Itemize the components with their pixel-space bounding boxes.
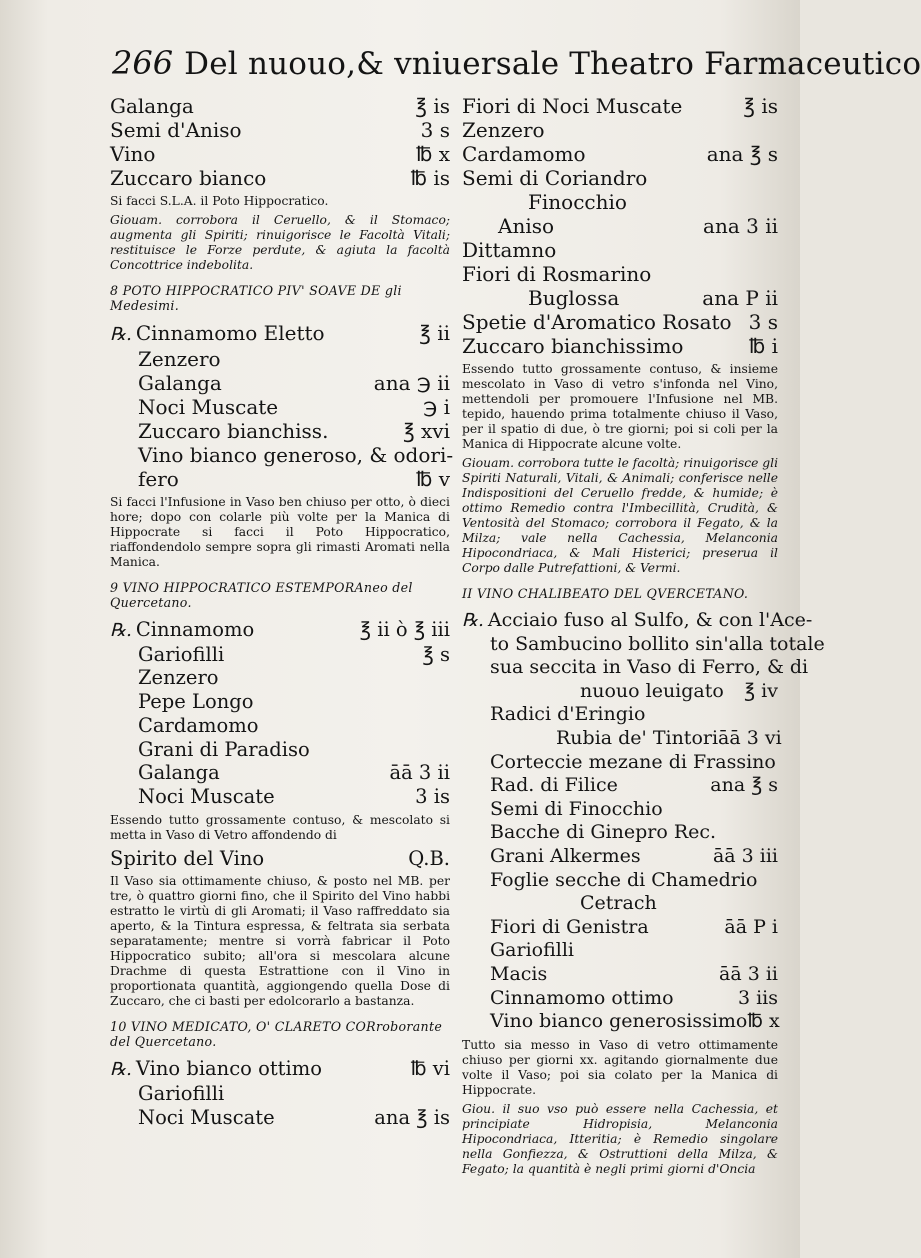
ingredient-row (462, 190, 778, 214)
ingredient-row (462, 821, 778, 845)
ingredient-quantity: āā 3 iii (712, 844, 778, 867)
ingredient-row (110, 643, 450, 667)
recipe-title: 8 POTO HIPPOCRATICO PIV' SOAVE DE gli Medesimi. (110, 283, 402, 313)
ingredient-name: Zenzero (138, 347, 221, 371)
ingredient-row (110, 467, 450, 491)
ingredient-name: Semi di Coriandro (462, 166, 648, 190)
commentary-text: Giouam. corrobora il Ceruello, & il Stomaco; augmenta gli Spiriti; rinuigorisce le Facoltà Vitali; restituisce le Forze perdute, & agiuta la facoltà Concottrice indebolita. (110, 213, 450, 272)
ingredient-name: Cardamomo (462, 142, 586, 166)
ingredient-list (462, 94, 778, 358)
ingredient-quantity: ℔ i (748, 334, 778, 358)
ingredient-row (462, 798, 778, 822)
recipe-title: II VINO CHALIBEATO DEL QVERCETANO. (462, 586, 749, 601)
ingredient-row (462, 963, 778, 987)
ingredient-row (462, 310, 778, 334)
ingredient-name: fero (138, 467, 179, 491)
ingredient-name: Grani di Paradiso (138, 737, 310, 761)
recipe-symbol: ℞. (110, 1059, 132, 1081)
page-number: 266 (112, 44, 174, 82)
ingredient-row (110, 371, 450, 395)
instruction-text: Tutto sia messo in Vaso di vetro ottimamente chiuso per giorni xx. agitando giornalmente due volte il Vaso; poi sia colato per la Manica di Hippocrate. (462, 1037, 778, 1097)
recipe-symbol: ℞. (110, 620, 132, 641)
ingredient-row (462, 238, 778, 262)
ingredient-row (110, 142, 450, 166)
ingredient-row (462, 334, 778, 358)
ingredient-name: Buglossa (528, 286, 620, 310)
ingredient-row (110, 618, 450, 643)
ingredient-name: Dittamno (462, 238, 557, 262)
ingredient-name: Rad. di Filice (490, 774, 618, 797)
recipe-title: 10 VINO MEDICATO, O' CLARETO CORroborante del Quercetano. (110, 1019, 443, 1050)
ingredient-name: Bacche di Ginepro Rec. (490, 821, 717, 844)
recipe-title: 9 VINO HIPPOCRATICO ESTEMPORAneo del Quercetano. (110, 580, 413, 610)
ingredient-row (110, 847, 450, 871)
ingredient-name: Corteccie mezane di Frassino (490, 750, 776, 773)
ingredient-row (462, 774, 778, 798)
ingredient-row (110, 1082, 450, 1106)
ingredient-row (462, 94, 778, 118)
ingredient-quantity: ℔ is (410, 166, 450, 190)
ingredient-name: Zenzero (462, 118, 545, 142)
ingredient-quantity: 3 is (415, 784, 450, 808)
ingredient-name: Fiori di Genistra (490, 915, 649, 938)
ingredient-quantity: ℥ is (415, 94, 450, 118)
ingredient-row (462, 987, 778, 1011)
instruction-text: Essendo tutto grossamente contuso, & insieme mescolato in Vaso di vetro s'infonda nel Vino, mettendoli per promouere l'Infusione nel MB. tepido, hauendo prima totalmente chiuso il Vaso, per il spatio di due, ò tre giorni; poi si coli per la Manica di Hippocrate alcune volte. (462, 362, 778, 451)
ingredient-quantity: ℥ ii (419, 321, 450, 345)
ingredient-list (110, 94, 450, 190)
ingredient-quantity: ana ℈ ii (373, 371, 450, 395)
ingredient-row (110, 166, 450, 190)
ingredient-name: Zuccaro bianchiss. (138, 419, 329, 443)
ingredient-name: Noci Muscate (138, 1105, 275, 1129)
ingredient-name: Fiori di Noci Muscate (462, 94, 683, 118)
ingredient-name: Spetie d'Aromatico Rosato (462, 310, 732, 334)
ingredient-row (110, 785, 450, 809)
left-column (110, 94, 454, 1129)
ingredient-row (462, 680, 778, 704)
ingredient-row (110, 347, 450, 371)
ingredient-row (110, 118, 450, 142)
ingredient-name: Aniso (498, 214, 555, 238)
instruction-text: Si facci S.L.A. il Poto Hippocratico. (110, 194, 329, 208)
ingredient-quantity: āā 3 vi (718, 726, 782, 749)
ingredient-row (110, 419, 450, 443)
page-header (112, 44, 921, 94)
ingredient-name: Vino (110, 142, 156, 166)
ingredient-name: Cinnamomo ottimo (490, 986, 674, 1009)
ingredient-row (462, 916, 778, 940)
ingredient-name: Pepe Longo (138, 690, 254, 714)
commentary-text: Giou. il suo vso può essere nella Cachessia, et principiate Hidropisia, Melanconia Hipocondriaca, Itteritia; è Remedio singolare nella Gonfiezza, & Ostruttioni della Milza, & Fegato; la quantità è negli primi giorni d'Oncia (462, 1101, 778, 1176)
ingredient-name: Grani Alkermes (490, 844, 641, 867)
ingredient-quantity: ℥ is (743, 94, 778, 118)
ingredient-row (462, 845, 778, 869)
recipe-symbol: ℞. (462, 610, 484, 631)
ingredient-row (462, 118, 778, 142)
ingredient-row (462, 939, 778, 963)
ingredient-quantity: ana ℥ s (706, 142, 778, 166)
ingredient-name: Galanga (110, 94, 194, 118)
ingredient-list (462, 609, 825, 1034)
ingredient-name: Rubia de' Tintori (556, 726, 719, 749)
instruction-text: Il Vaso sia ottimamente chiuso, & posto nel MB. per tre, ò quattro giorni fino, che il Spirito del Vino habbi estratto le virtù di gli Aromati; il Vaso raffreddato sia aperto, & la Tintura espressa, & feltrata sia serbata separatamente; mentre si vorrà fabricar il Poto Hippocratico subito; all'ora si mescolara alcune Drachme di questa Estrattione con il Vino in proportionata quantità, aggiongendo quella Dose di Zuccaro, che ci basti per edolcorarlo a bastanza. (110, 874, 450, 1009)
ingredient-name: Spirito del Vino (110, 846, 265, 870)
ingredient-name: Zenzero (138, 666, 219, 690)
ingredient-quantity: āā 3 ii (389, 761, 450, 785)
ingredient-name: Galanga (138, 371, 222, 395)
ingredient-name: ℞. Cinnamomo (110, 618, 255, 641)
ingredient-quantity: ℥ s (422, 642, 450, 666)
ingredient-quantity: 3 iis (737, 986, 778, 1009)
ingredient-name: Semi d'Aniso (110, 118, 242, 142)
ingredient-name: Zuccaro bianchissimo (462, 334, 684, 358)
ingredient-name: to Sambucino bollito sin'alla totale (490, 632, 825, 655)
ingredient-name: Noci Muscate (138, 784, 275, 808)
ingredient-name: Radici d'Eringio (490, 703, 646, 726)
ingredient-quantity: āā 3 ii (719, 962, 778, 985)
ingredient-row (110, 94, 450, 118)
ingredient-row (110, 321, 450, 347)
ingredient-row (462, 703, 778, 727)
ingredient-name: Galanga (138, 761, 220, 785)
ingredient-name: ℞. Acciaio fuso al Sulfo, & con l'Ace- (462, 609, 813, 631)
ingredient-quantity: ℥ xvi (403, 419, 450, 443)
ingredient-row (462, 656, 809, 680)
ingredient-name: Macis (490, 962, 548, 985)
ingredient-row (110, 666, 450, 690)
ingredient-list (110, 321, 454, 491)
ingredient-row (110, 1057, 450, 1082)
ingredient-list (110, 618, 450, 809)
ingredient-row (110, 714, 450, 738)
ingredient-row (462, 632, 825, 657)
ingredient-row (110, 690, 450, 714)
ingredient-name: Semi di Finocchio (490, 797, 663, 820)
instruction-text: Essendo tutto grossamente contuso, & mescolato si metta in Vaso di Vetro affondendo di (110, 812, 450, 842)
ingredient-quantity: ana ℥ is (374, 1105, 450, 1129)
ingredient-name: sua seccita in Vaso di Ferro, & di (490, 656, 809, 679)
ingredient-quantity: ℔ vi (410, 1057, 450, 1081)
ingredient-row (462, 609, 813, 633)
ingredient-list (110, 1057, 450, 1129)
ingredient-row (462, 892, 778, 916)
ingredient-name: Gariofilli (138, 642, 225, 666)
ingredient-quantity: ℈ i (423, 395, 450, 419)
ingredient-quantity: ana ℥ s (710, 774, 778, 797)
instruction-text: Si facci l'Infusione in Vaso ben chiuso per otto, ò dieci hore; dopo con colarle più volte per la Manica di Hippocrate si facci il Poto Hippocratico, riaffondendolo sempre sopra gli rimasti Aromati nella Manica. (110, 495, 450, 569)
ingredient-row (462, 1010, 778, 1034)
ingredient-name: Cardamomo (138, 713, 259, 737)
ingredient-name: Finocchio (528, 190, 627, 214)
ingredient-row (462, 869, 778, 893)
ingredient-row (462, 262, 778, 286)
ingredient-row (462, 166, 778, 190)
ingredient-name: ℞. Vino bianco ottimo (110, 1057, 322, 1081)
ingredient-quantity: ℔ x (416, 142, 450, 166)
ingredient-quantity: ℥ ii ò ℥ iii (359, 618, 450, 641)
ingredient-quantity: ℥ iv (744, 679, 778, 702)
ingredient-row (462, 142, 778, 166)
ingredient-quantity: ana 3 ii (703, 214, 778, 238)
ingredient-name: ℞. Cinnamomo Eletto (110, 321, 325, 345)
ingredient-name: Vino bianco generosissimo (490, 1010, 748, 1033)
ingredient-quantity: āā P i (724, 915, 778, 938)
running-title: Del nuouo,& vniuersale Theatro Farmaceutico (184, 46, 921, 82)
ingredient-row (462, 726, 782, 751)
ingredient-quantity: 3 s (420, 118, 450, 142)
ingredient-name: Cetrach (580, 892, 657, 915)
ingredient-name: Zuccaro bianco (110, 166, 267, 190)
ingredient-name: Gariofilli (490, 939, 575, 962)
ingredient-row (110, 738, 450, 762)
ingredient-quantity: Q.B. (408, 846, 450, 870)
ingredient-row (110, 395, 450, 419)
ingredient-row (462, 286, 778, 310)
ingredient-row (462, 214, 778, 238)
ingredient-quantity: ℔ x (747, 1010, 780, 1033)
ingredient-name: nuouo leuigato (580, 679, 724, 702)
right-column (462, 94, 825, 1181)
ingredient-quantity: 3 s (748, 310, 778, 334)
ingredient-name: Vino bianco generoso, & odori- (138, 443, 454, 467)
ingredient-name: Noci Muscate (138, 395, 279, 419)
ingredient-row (110, 761, 450, 785)
ingredient-row (110, 443, 454, 467)
ingredient-row (110, 1106, 450, 1130)
ingredient-quantity: ℔ v (415, 467, 450, 491)
ingredient-name: Gariofilli (138, 1082, 225, 1106)
ingredient-row (462, 751, 778, 775)
recipe-symbol: ℞. (110, 324, 132, 345)
ingredient-quantity: ana P ii (702, 286, 778, 310)
ingredient-name: Foglie secche di Chamedrio (490, 868, 758, 891)
ingredient-name: Fiori di Rosmarino (462, 262, 652, 286)
commentary-text: Giouam. corrobora tutte le facoltà; rinuigorisce gli Spiriti Naturali, Vitali, & Animali; conferisce nelle Indispositioni del Ceruello fredde, & humide; è ottimo Remedio contra l'Imbecillità, Crudità, & Ventosità del Stomaco; corrobora il Fegato, & la Milza; vale nella Cachessia, Melanconia Hipocondriaca, & Mali Histerici; preserua il Corpo dalle Putrefattioni, & Vermi. (462, 456, 779, 575)
